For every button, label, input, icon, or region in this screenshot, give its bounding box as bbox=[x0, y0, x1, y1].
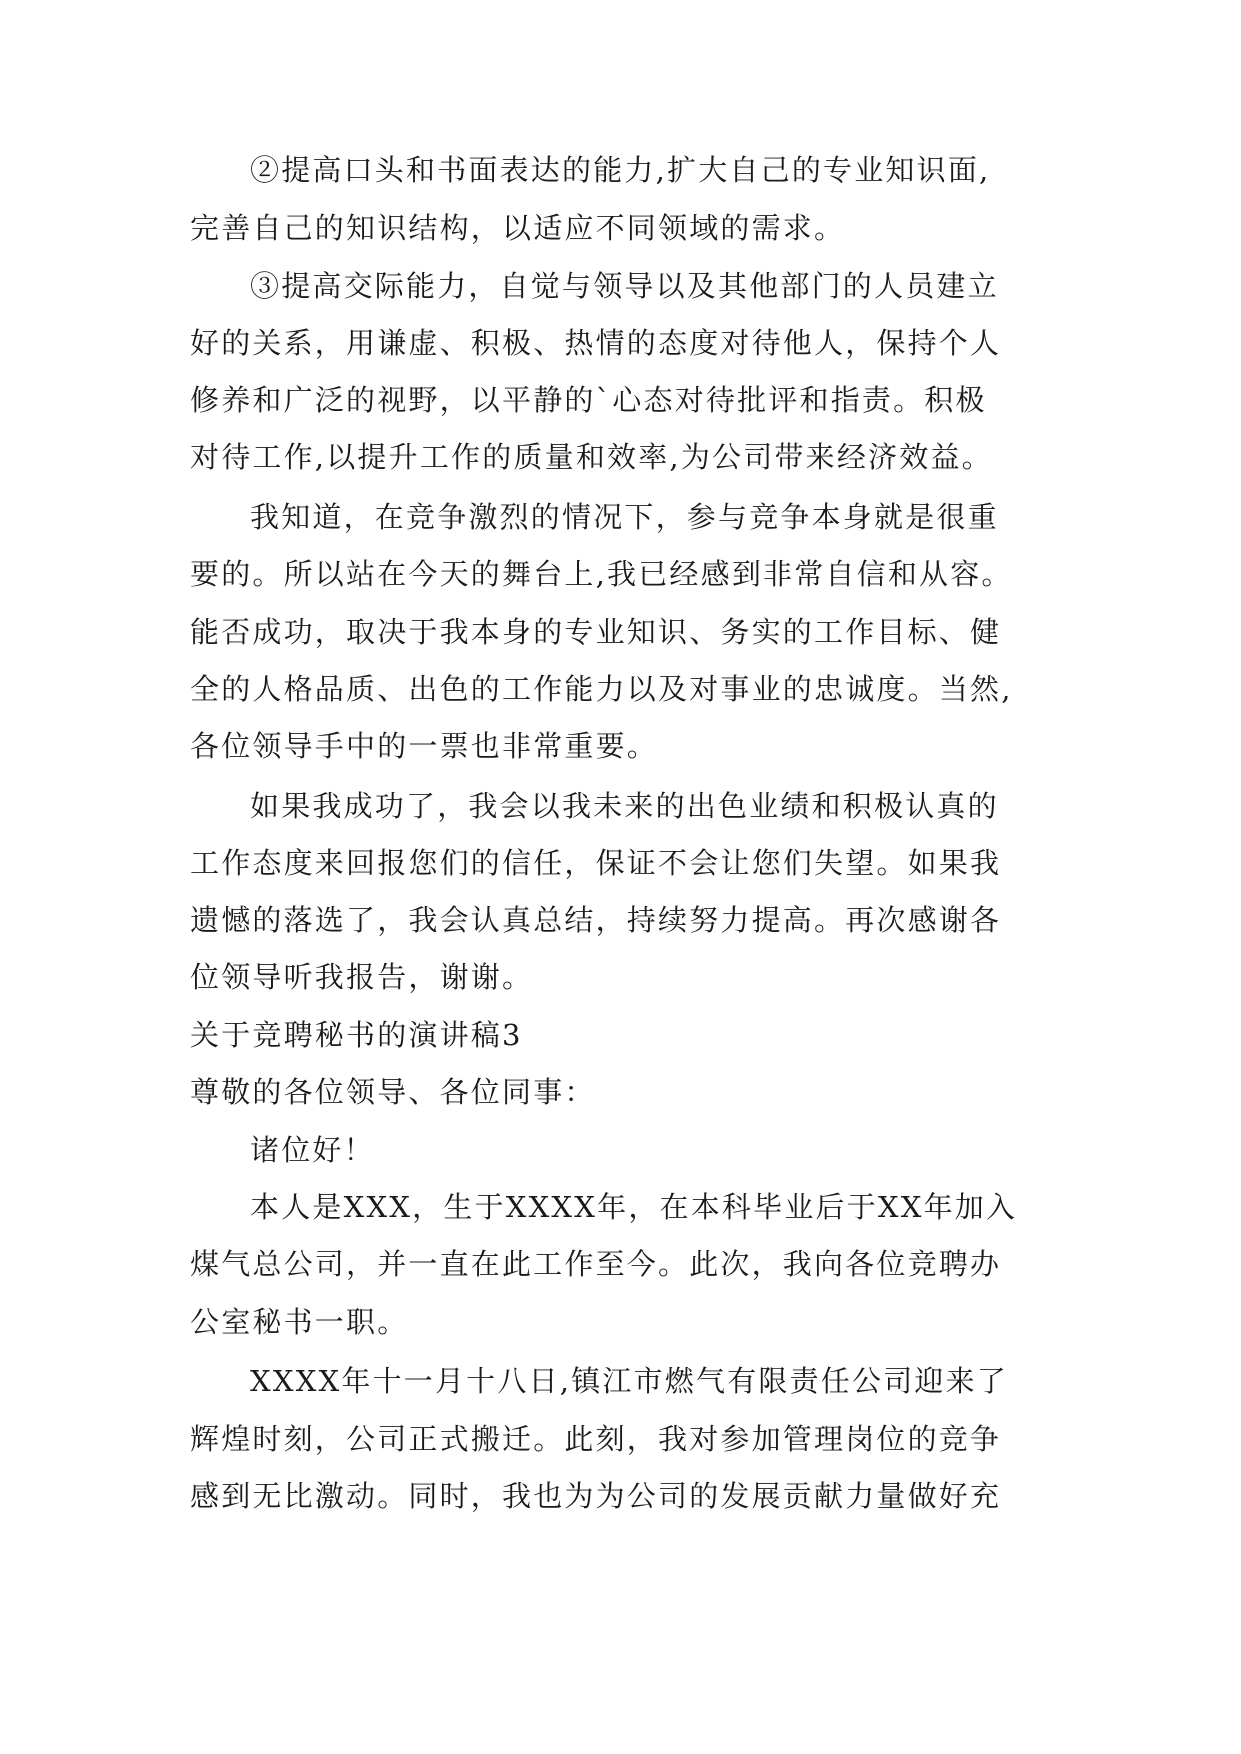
paragraph-line: ②提高口头和书面表达的能力,扩大自己的专业知识面, bbox=[250, 153, 991, 187]
paragraph-line: 能否成功，取决于我本身的专业知识、务实的工作目标、健 bbox=[190, 615, 1002, 649]
section-title: 关于竞聘秘书的演讲稿3 bbox=[190, 1018, 523, 1052]
salutation: 尊敬的各位领导、各位同事： bbox=[190, 1075, 596, 1109]
paragraph-line: 煤气总公司，并一直在此工作至今。此次，我向各位竞聘办 bbox=[190, 1247, 1002, 1281]
paragraph-line: 好的关系，用谦虚、积极、热情的态度对待他人，保持个人 bbox=[190, 326, 1002, 360]
paragraph-line: 工作态度来回报您们的信任，保证不会让您们失望。如果我 bbox=[190, 846, 1002, 880]
paragraph-line: ③提高交际能力，自觉与领导以及其他部门的人员建立 bbox=[250, 269, 999, 303]
paragraph-line: 本人是XXX，生于XXXX年，在本科毕业后于XX年加入 bbox=[250, 1190, 1018, 1224]
paragraph-line: 对待工作,以提升工作的质量和效率,为公司带来经济效益。 bbox=[190, 440, 993, 474]
paragraph-line: 完善自己的知识结构，以适应不同领域的需求。 bbox=[190, 211, 846, 245]
paragraph-line: 位领导听我报告，谢谢。 bbox=[190, 960, 534, 994]
paragraph-line: 全的人格品质、出色的工作能力以及对事业的忠诚度。当然, bbox=[190, 672, 1013, 706]
paragraph-line: 修养和广泛的视野，以平静的`心态对待批评和指责。积极 bbox=[190, 383, 987, 417]
paragraph-line: 感到无比激动。同时，我也为为公司的发展贡献力量做好充 bbox=[190, 1479, 1002, 1513]
paragraph-line: 我知道，在竞争激烈的情况下，参与竞争本身就是很重 bbox=[250, 500, 999, 534]
paragraph-line: 遗憾的落选了，我会认真总结，持续努力提高。再次感谢各 bbox=[190, 903, 1002, 937]
paragraph-line: 各位领导手中的一票也非常重要。 bbox=[190, 729, 659, 763]
paragraph-line: 辉煌时刻，公司正式搬迁。此刻，我对参加管理岗位的竞争 bbox=[190, 1422, 1002, 1456]
greeting: 诸位好！ bbox=[250, 1133, 375, 1167]
paragraph-line: 如果我成功了，我会以我未来的出色业绩和积极认真的 bbox=[250, 789, 999, 823]
paragraph-line: 要的。所以站在今天的舞台上,我已经感到非常自信和从容。 bbox=[190, 557, 1013, 591]
paragraph-line: 公室秘书一职。 bbox=[190, 1305, 409, 1339]
paragraph-line: XXXX年十一月十八日,镇江市燃气有限责任公司迎来了 bbox=[250, 1364, 1009, 1398]
